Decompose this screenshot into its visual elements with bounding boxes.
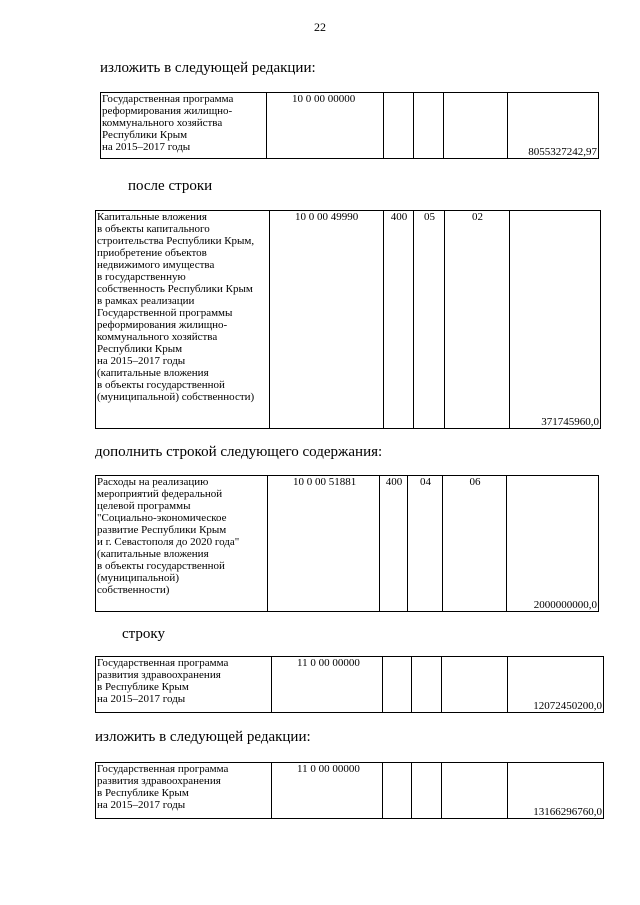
table-row bbox=[96, 763, 604, 819]
amount: 12072450200,0 bbox=[508, 657, 604, 713]
expense-name: Капитальные вложения в объекты капитального строительства Республики Крым, приобретение объектов недвижимого имущества в государственную собственность Республики Крым в рамках реализации Государственной программы реформирования жилищно- коммунального хозяйства Республики Крым на 2015–2017 годы (капитальные вложения в объекты государственной (муниципальной) собственности) bbox=[96, 211, 270, 429]
table-row bbox=[96, 657, 604, 713]
table-row bbox=[101, 93, 599, 159]
amount: 8055327242,97 bbox=[508, 93, 599, 159]
subsection-code bbox=[444, 93, 508, 159]
expense-name: Государственная программа развития здравоохранения в Республике Крым на 2015–2017 годы bbox=[96, 657, 272, 713]
amount: 371745960,0 bbox=[510, 211, 601, 429]
section-heading: строку bbox=[122, 626, 165, 642]
section-code bbox=[414, 93, 444, 159]
page-number: 22 bbox=[314, 20, 326, 34]
target-code: 11 0 00 00000 bbox=[272, 763, 383, 819]
section-code: 05 bbox=[414, 211, 445, 429]
budget-table bbox=[95, 475, 599, 612]
expense-type: 400 bbox=[384, 211, 414, 429]
target-code: 11 0 00 00000 bbox=[272, 657, 383, 713]
subsection-code: 06 bbox=[443, 476, 507, 612]
section-heading: дополнить строкой следующего содержания: bbox=[95, 444, 383, 460]
expense-type: 400 bbox=[380, 476, 408, 612]
target-code: 10 0 00 49990 bbox=[270, 211, 384, 429]
section-heading: после строки bbox=[128, 178, 213, 194]
amount: 2000000000,0 bbox=[507, 476, 599, 612]
expense-name: Расходы на реализацию мероприятий федеральной целевой программы "Социально-экономическое развитие Республики Крым и г. Севастополя до 2020 года" (капитальные вложения в объекты государственной (муниципальной) собственности) bbox=[96, 476, 268, 612]
table-row bbox=[96, 211, 601, 429]
expense-type bbox=[383, 657, 412, 713]
expense-name: Государственная программа реформирования жилищно- коммунального хозяйства Республики Крым на 2015–2017 годы bbox=[101, 93, 267, 159]
subsection-code bbox=[442, 657, 508, 713]
subsection-code: 02 bbox=[445, 211, 510, 429]
table-row bbox=[96, 476, 599, 612]
budget-table bbox=[95, 762, 604, 819]
section-code bbox=[412, 763, 442, 819]
budget-table bbox=[95, 656, 604, 713]
section-code bbox=[412, 657, 442, 713]
expense-type bbox=[383, 763, 412, 819]
subsection-code bbox=[442, 763, 508, 819]
amount: 13166296760,0 bbox=[508, 763, 604, 819]
expense-name: Государственная программа развития здравоохранения в Республике Крым на 2015–2017 годы bbox=[96, 763, 272, 819]
budget-table bbox=[100, 92, 599, 159]
budget-table bbox=[95, 210, 601, 429]
section-heading: изложить в следующей редакции: bbox=[100, 60, 316, 76]
expense-type bbox=[384, 93, 414, 159]
section-heading: изложить в следующей редакции: bbox=[95, 729, 311, 745]
target-code: 10 0 00 00000 bbox=[267, 93, 384, 159]
target-code: 10 0 00 51881 bbox=[268, 476, 380, 612]
section-code: 04 bbox=[408, 476, 443, 612]
